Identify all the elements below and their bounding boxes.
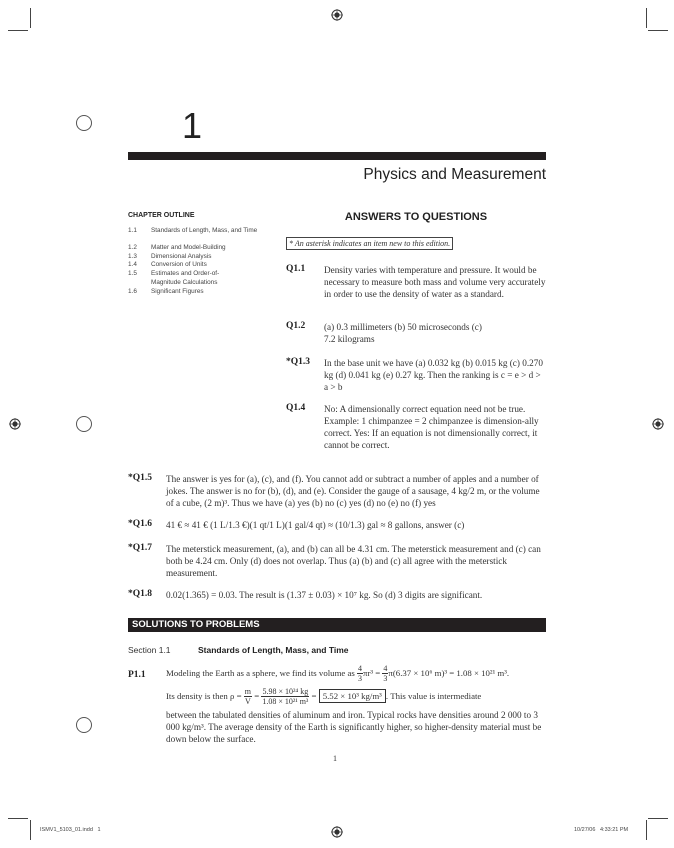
question-label: Q1.2 (286, 321, 306, 331)
binder-hole (76, 416, 92, 432)
question-answer: 0.02(1.365) = 0.03. The result is (1.37 ± 0.03) × 10⁷ kg. So (d) 3 digits are significant. (166, 590, 483, 600)
question-label: *Q1.5 (128, 473, 153, 483)
text-run: = (254, 691, 260, 701)
fraction-numerator: m (244, 687, 252, 697)
problem-label: P1.1 (128, 670, 146, 680)
text-run: Its density is then ρ = (166, 691, 242, 701)
answers-heading: ANSWERS TO QUESTIONS (344, 211, 488, 223)
outline-item-number: 1.3 (128, 253, 137, 260)
fraction-denominator: V (245, 697, 251, 707)
outline-item-text: Conversion of Units (151, 261, 207, 268)
fraction (261, 687, 309, 706)
text-run: π(6.37 × 10⁶ m)³ = 1.08 × 10²¹ m³. (388, 668, 510, 678)
crop-mark (30, 820, 31, 840)
fraction-numerator: 5.98 × 10²⁴ kg (262, 687, 309, 697)
fraction-numerator: 4 (358, 664, 363, 674)
question-answer: No: A dimensionally correct equation need not be true. Example: 1 chimpanzee = 2 chimpanzee is dimension-ally correct. Yes: If an equation is not dimensionally correct, it cannot be correct. (324, 404, 539, 450)
fraction-denominator: 3 (383, 674, 388, 684)
outline-item-text: Dimensional Analysis (151, 253, 212, 260)
page-number: 1 (333, 754, 337, 763)
question-answer: The meterstick measurement, (a), and (b) can all be 4.31 cm. The meterstick measurement and (c) can both be 4.24 cm. Only (d) does not overlap. Thus (a) (b) and (c) all agree with the meterstick measurement. (166, 544, 541, 578)
binder-hole (76, 115, 92, 131)
outline-item-text: Significant Figures (151, 288, 204, 295)
question-label: *Q1.7 (128, 543, 153, 553)
crop-mark (646, 820, 647, 840)
question-answer: (a) 0.3 millimeters (b) 50 microseconds (c) 7.2 kilograms (324, 322, 482, 344)
solutions-heading: SOLUTIONS TO PROBLEMS (128, 618, 546, 632)
fraction-denominator: 1.08 × 10²¹ m³ (262, 697, 309, 707)
footer-file: ISMV1_5103_01.indd 1 (40, 827, 101, 833)
question-answer: The answer is yes for (a), (c), and (f). You cannot add or subtract a number of apples and a number of jokes. The answer is no for (b), (d), and (e). Consider the gauge of a sausage, 4 kg/2 m, or the volume of a cube, (2 m)³. Thus we have (a) yes (b) no (c) yes (d) no (e) no (f) yes (166, 474, 540, 508)
crop-mark (648, 30, 668, 31)
question-answer: In the base unit we have (a) 0.032 kg (b) 0.015 kg (c) 0.270 kg (d) 0.041 kg (e) 0.27 kg. Then the ranking is c = e > d > a > b (324, 358, 543, 392)
crop-mark (646, 8, 647, 28)
chapter-number: 1 (182, 105, 203, 146)
asterisk-note: * An asterisk indicates an item new to this edition. (286, 237, 453, 250)
crop-mark (8, 30, 28, 31)
problem-line (166, 661, 550, 685)
question-label: Q1.4 (286, 403, 306, 413)
text-run: πr³ = (363, 668, 381, 678)
question-label: *Q1.3 (286, 357, 311, 367)
section-number: Section 1.1 (128, 645, 171, 655)
outline-item-number: 1.2 (128, 244, 137, 251)
text-run: . This value is intermediate (385, 691, 482, 701)
outline-item-number: 1.5 (128, 270, 137, 277)
registration-mark-icon (331, 826, 343, 838)
outline-item-number: 1.6 (128, 288, 137, 295)
crop-mark (648, 818, 668, 819)
question-label: *Q1.8 (128, 589, 153, 599)
text-run: Modeling the Earth as a sphere, we find its volume as (166, 668, 355, 678)
fraction-numerator: 4 (383, 664, 388, 674)
chapter-rule (128, 152, 546, 160)
section-title: Standards of Length, Mass, and Time (198, 645, 349, 655)
question-label: *Q1.6 (128, 519, 153, 529)
registration-mark-icon (331, 9, 343, 21)
outline-item-text: Standards of Length, Mass, and Time (151, 227, 258, 234)
question-label: Q1.1 (286, 264, 306, 274)
boxed-answer: 5.52 × 10³ kg/m³ (319, 689, 386, 703)
outline-heading: CHAPTER OUTLINE (128, 212, 195, 219)
footer-timestamp: 10/27/06 4:33:21 PM (574, 827, 629, 833)
registration-mark-icon (9, 418, 21, 430)
text-run: = (311, 691, 317, 701)
outline-item-number: 1.4 (128, 261, 137, 268)
problem-text: between the tabulated densities of aluminum and iron. Typical rocks have densities around 2 000 to 3 000 kg/m³. The average density of the Earth is significantly higher, so higher-density material must be down below the surface. (166, 710, 542, 744)
outline-item-text: Matter and Model-Building (151, 244, 226, 251)
fraction-denominator: 3 (358, 674, 363, 684)
outline-item-number: 1.1 (128, 227, 137, 234)
question-answer: 41 € ≈ 41 € (1 L/1.3 €)(1 qt/1 L)(1 gal/4 qt) ≈ (10/1.3) gal ≈ 8 gallons, answer (c) (166, 520, 465, 530)
crop-mark (30, 8, 31, 28)
fraction (244, 687, 252, 706)
binder-hole (76, 717, 92, 733)
outline-item-text: Estimates and Order-of-Magnitude Calculations (151, 270, 220, 286)
chapter-title: Physics and Measurement (363, 166, 546, 183)
problem-line (166, 684, 550, 708)
crop-mark (8, 818, 28, 819)
question-answer: Density varies with temperature and pressure. It would be necessary to measure both mass and volume very accurately in order to use the density of water as a standard. (324, 265, 546, 299)
registration-mark-icon (652, 418, 664, 430)
